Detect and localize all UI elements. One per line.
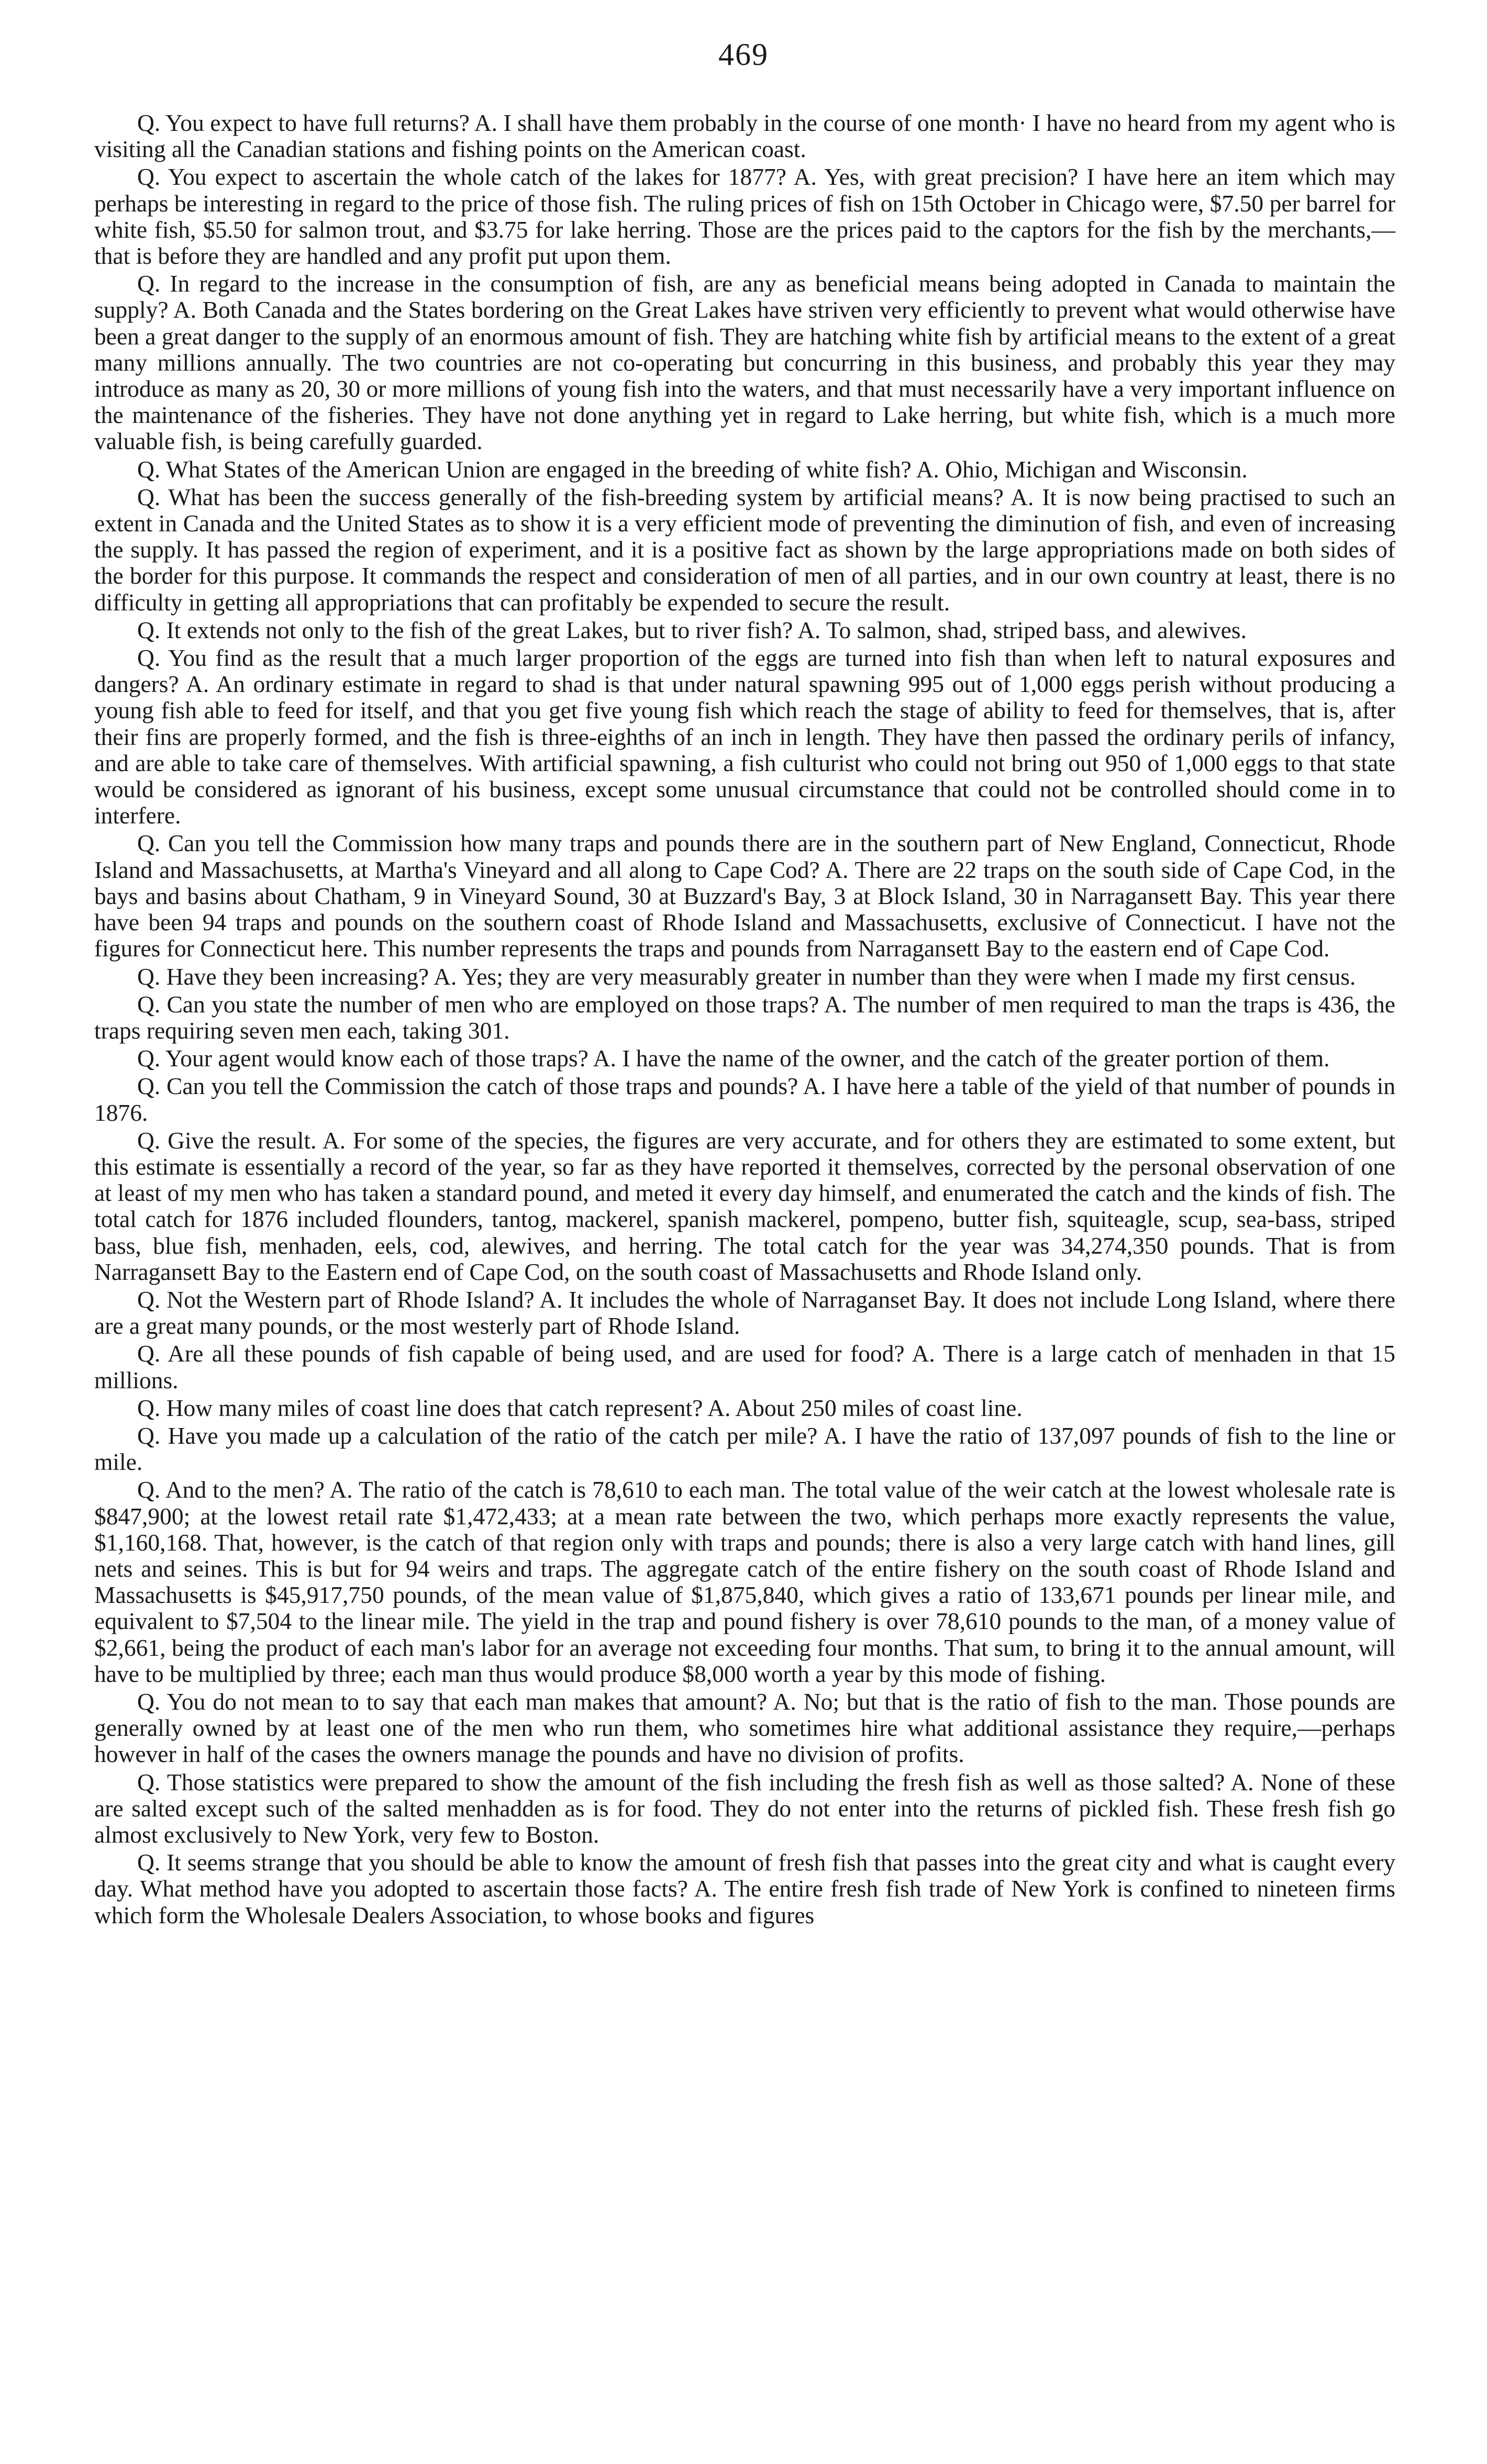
paragraph-18: Q. And to the men? A. The ratio of the catch is 78,610 to each man. The total value of the weir catch at the lowest wholesale rate is $847,900; at the lowest retail rate $1,472,433; at a mean rate between the two, which perhaps more exactly represents the value, $1,160,168. That, however, is the catch of that region only with traps and pounds; there is also a very large catch with hand lines, gill nets and seines. This is but for 94 weirs and traps. The aggregate catch of the entire fishery on the south coast of Rhode Island and Massachusetts is $45,917,750 pounds, of the mean value of $1,875,840, which gives a ratio of 133,671 pounds per linear mile, and equivalent to $7,504 to the linear mile. The yield in the trap and pound fishery is over 78,610 pounds to the man, of a money value of $2,661, being the product of each man's labor for an average not exceeding four months. That sum, to bring it to the annual amount, will have to be multiplied by three; each man thus would produce $8,000 worth a year by this mode of fishing. — [94, 1476, 1395, 1687]
paragraph-7: Q. You find as the result that a much larger proportion of the eggs are turned into fish than when left to natural exposures and dangers? A. An ordinary estimate in regard to shad is that under natural spawning 995 out of 1,000 eggs perish without producing a young fish able to feed for itself, and that you get five young fish which reach the stage of ability to feed for themselves, that is, after their fins are properly formed, and the fish is three-eighths of an inch in length. They have then passed the ordinary perils of infancy, and are able to take care of themselves. With artificial spawning, a fish culturist who could not bring out 950 of 1,000 eggs to that state would be considered as ignorant of his business, except some unusual circumstance that could not be controlled should come in to interfere. — [94, 644, 1395, 829]
paragraph-15: Q. Are all these pounds of fish capable of being used, and are used for food? A. There is a large catch of menhaden in that 15 millions. — [94, 1340, 1395, 1393]
paragraph-8: Q. Can you tell the Commission how many traps and pounds there are in the southern part of New England, Connecticut, Rhode Island and Massachusetts, at Martha's Vineyard and all along to Cape Cod? A. There are 22 traps on the south side of Cape Cod, in the bays and basins about Chatham, 9 in Vineyard Sound, 30 at Buzzard's Bay, 3 at Block Island, 30 in Narragansett Bay. This year there have been 94 traps and pounds on the southern coast of Rhode Island and Massachusetts, exclusive of Connecticut. I have not the figures for Connecticut here. This number represents the traps and pounds from Narragansett Bay to the eastern end of Cape Cod. — [94, 830, 1395, 962]
paragraph-13: Q. Give the result. A. For some of the species, the figures are very accurate, and for others they are estimated to some extent, but this estimate is essentially a record of the year, so far as they have reported it themselves, corrected by the personal observation of one at least of my men who has taken a standard pound, and meted it every day himself, and enumerated the catch and the kinds of fish. The total catch for 1876 included flounders, tantog, mackerel, spanish mackerel, pompeno, butter fish, squiteagle, scup, sea-bass, striped bass, blue fish, menhaden, eels, cod, alewives, and herring. The total catch for the year was 34,274,350 pounds. That is from Narragansett Bay to the Eastern end of Cape Cod, on the south coast of Massachusetts and Rhode Island only. — [94, 1127, 1395, 1285]
paragraph-4: Q. What States of the American Union are engaged in the breeding of white fish? A. Ohio, Michigan and Wisconsin. — [137, 455, 1248, 483]
paragraph-9: Q. Have they been increasing? A. Yes; they are very measurably greater in number than they were when I made my first census. — [137, 963, 1356, 990]
paragraph-11: Q. Your agent would know each of those traps? A. I have the name of the owner, and the catch of the greater portion of them. — [137, 1045, 1330, 1072]
testimony-text — [94, 110, 1395, 1930]
page-number: 469 — [718, 37, 769, 72]
paragraph-1: Q. You expect to have full returns? A. I shall have them probably in the course of one month· I have no heard from my agent who is visiting all the Canadian stations and fishing points on the American coast. — [94, 109, 1395, 163]
paragraph-17: Q. Have you made up a calculation of the ratio of the catch per mile? A. I have the ratio of 137,097 pounds of fish to the line or mile. — [94, 1422, 1395, 1476]
paragraph-3: Q. In regard to the increase in the consumption of fish, are any as beneficial means being adopted in Canada to maintain the supply? A. Both Canada and the States bordering on the Great Lakes have striven very efficiently to prevent what would otherwise have been a great danger to the supply of an enormous amount of fish. They are hatching white fish by artificial means to the extent of a great many millions annually. The two countries are not co-operating but concurring in this business, and probably this year they may introduce as many as 20, 30 or more millions of young fish into the waters, and that must necessarily have a very important influence on the maintenance of the fisheries. They have not done anything yet in regard to Lake herring, but white fish, which is a much more valuable fish, is being carefully guarded. — [94, 270, 1395, 455]
paragraph-2: Q. You expect to ascertain the whole catch of the lakes for 1877? A. Yes, with great precision? I have here an item which may perhaps be interesting in regard to the price of those fish. The ruling prices of fish on 15th October in Chicago were, $7.50 per barrel for white fish, $5.50 for salmon trout, and $3.75 for lake herring. Those are the prices paid to the captors for the fish by the merchants,—that is before they are handled and any profit put upon them. — [94, 163, 1395, 270]
paragraph-6: Q. It extends not only to the fish of the great Lakes, but to river fish? A. To salmon, shad, striped bass, and alewives. — [137, 616, 1247, 643]
paragraph-20: Q. Those statistics were prepared to show the amount of the fish including the fresh fish as well as those salted? A. None of these are salted except such of the salted menhadden as is for food. They do not enter into the returns of pickled fish. These fresh fish go almost exclusively to New York, very few to Boston. — [94, 1768, 1395, 1848]
paragraph-16: Q. How many miles of coast line does that catch represent? A. About 250 miles of coast line. — [137, 1394, 1023, 1421]
paragraph-19: Q. You do not mean to to say that each man makes that amount? A. No; but that is the ratio of fish to the man. Those pounds are generally owned by at least one of the men who run them, who sometimes hire what additional assistance they require,—perhaps however in half of the cases the owners manage the pounds and have no division of profits. — [94, 1688, 1395, 1768]
paragraph-5: Q. What has been the success generally of the fish-breeding system by artificial means? A. It is now being practised to such an extent in Canada and the United States as to show it is a very efficient mode of preventing the diminution of fish, and even of increasing the supply. It has passed the region of experiment, and it is a positive fact as shown by the large appropriations made on both sides of the border for this purpose. It commands the respect and consideration of men of all parties, and in our own country at least, there is no difficulty in getting all appropriations that can profitably be expended to secure the result. — [94, 483, 1395, 616]
paragraph-21: Q. It seems strange that you should be able to know the amount of fresh fish that passes into the great city and what is caught every day. What method have you adopted to ascertain those facts? A. The entire fresh fish trade of New York is confined to nineteen firms which form the Wholesale Dealers Association, to whose books and figures — [94, 1849, 1395, 1928]
paragraph-10: Q. Can you state the number of men who are employed on those traps? A. The number of men required to man the traps is 436, the traps requiring seven men each, taking 301. — [94, 990, 1395, 1044]
paragraph-14: Q. Not the Western part of Rhode Island? A. It includes the whole of Narraganset Bay. It does not include Long Island, where there are a great many pounds, or the most westerly part of Rhode Island. — [94, 1286, 1395, 1340]
paragraph-12: Q. Can you tell the Commission the catch of those traps and pounds? A. I have here a table of the yield of that number of pounds in 1876. — [94, 1073, 1395, 1126]
